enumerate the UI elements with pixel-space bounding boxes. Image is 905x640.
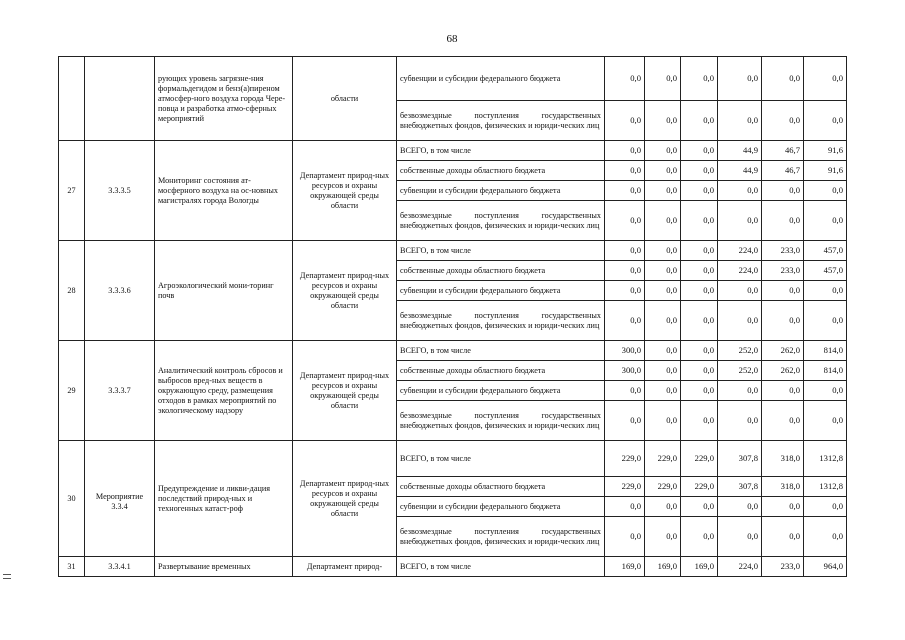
- amount-cell: 0,0: [645, 181, 681, 201]
- amount-cell: 0,0: [681, 141, 718, 161]
- amount-cell: 0,0: [718, 517, 762, 557]
- amount-cell: 0,0: [804, 497, 847, 517]
- amount-cell: 0,0: [718, 281, 762, 301]
- funding-source: субвенции и субсидии федерального бюджета: [397, 57, 605, 101]
- row-number: 28: [59, 241, 85, 341]
- amount-cell: 44,9: [718, 141, 762, 161]
- amount-cell: 0,0: [681, 181, 718, 201]
- amount-cell: 229,0: [645, 441, 681, 477]
- amount-cell: 0,0: [804, 57, 847, 101]
- amount-cell: 0,0: [645, 381, 681, 401]
- amount-cell: 0,0: [762, 401, 804, 441]
- amount-cell: 262,0: [762, 361, 804, 381]
- amount-cell: 229,0: [645, 477, 681, 497]
- amount-cell: 0,0: [645, 517, 681, 557]
- amount-cell: 0,0: [762, 381, 804, 401]
- amount-cell: 0,0: [681, 201, 718, 241]
- row-number: 27: [59, 141, 85, 241]
- amount-cell: 0,0: [681, 517, 718, 557]
- funding-source: субвенции и субсидии федерального бюджета: [397, 381, 605, 401]
- funding-source: субвенции и субсидии федерального бюджета: [397, 281, 605, 301]
- funding-source: собственные доходы областного бюджета: [397, 477, 605, 497]
- amount-cell: 0,0: [681, 381, 718, 401]
- table-row: [59, 57, 847, 101]
- row-number: 30: [59, 441, 85, 557]
- amount-cell: 0,0: [718, 57, 762, 101]
- amount-cell: 229,0: [605, 477, 645, 497]
- amount-cell: 224,0: [718, 261, 762, 281]
- amount-cell: 0,0: [804, 301, 847, 341]
- funding-source: собственные доходы областного бюджета: [397, 361, 605, 381]
- amount-cell: 0,0: [762, 517, 804, 557]
- amount-cell: 0,0: [605, 381, 645, 401]
- amount-cell: 0,0: [718, 401, 762, 441]
- amount-cell: 0,0: [718, 101, 762, 141]
- amount-cell: 0,0: [645, 341, 681, 361]
- responsible-department: Департамент природ-ных ресурсов и охраны окружающей среды области: [293, 341, 397, 441]
- amount-cell: 0,0: [681, 401, 718, 441]
- funding-source: ВСЕГО, в том числе: [397, 341, 605, 361]
- page-number: 68: [446, 33, 458, 45]
- amount-cell: 318,0: [762, 441, 804, 477]
- amount-cell: 0,0: [681, 161, 718, 181]
- amount-cell: 233,0: [762, 261, 804, 281]
- amount-cell: 0,0: [645, 301, 681, 341]
- funding-source: субвенции и субсидии федерального бюджета: [397, 181, 605, 201]
- funding-table: [58, 56, 847, 577]
- amount-cell: 0,0: [605, 201, 645, 241]
- amount-cell: 0,0: [645, 161, 681, 181]
- amount-cell: 0,0: [645, 281, 681, 301]
- amount-cell: 0,0: [605, 241, 645, 261]
- activity-name: рующих уровень загрязне-ния формальдегидом и бенз(а)пиреном атмосфер-ного воздуха города Чере-повца и разработка атмо-сферных мероприятий: [155, 57, 293, 141]
- amount-cell: 0,0: [605, 517, 645, 557]
- activity-code: [85, 57, 155, 141]
- responsible-department: Департамент природ-: [293, 557, 397, 577]
- amount-cell: 0,0: [605, 141, 645, 161]
- funding-source: ВСЕГО, в том числе: [397, 441, 605, 477]
- amount-cell: 0,0: [645, 497, 681, 517]
- amount-cell: 252,0: [718, 361, 762, 381]
- activity-name: Мониторинг состояния ат-мосферного воздуха на ос-новных магистралях города Вологды: [155, 141, 293, 241]
- activity-code: Мероприятие 3.3.4: [85, 441, 155, 557]
- amount-cell: 1312,8: [804, 441, 847, 477]
- table-row: [59, 441, 847, 477]
- funding-source: ВСЕГО, в том числе: [397, 557, 605, 577]
- amount-cell: 0,0: [718, 497, 762, 517]
- table-row: [59, 341, 847, 361]
- amount-cell: 0,0: [645, 101, 681, 141]
- amount-cell: 300,0: [605, 341, 645, 361]
- amount-cell: 0,0: [681, 341, 718, 361]
- amount-cell: 44,9: [718, 161, 762, 181]
- amount-cell: 0,0: [681, 361, 718, 381]
- amount-cell: 0,0: [804, 181, 847, 201]
- activity-code: 3.3.3.5: [85, 141, 155, 241]
- amount-cell: 0,0: [605, 261, 645, 281]
- table-row: [59, 241, 847, 261]
- responsible-department: Департамент природ-ных ресурсов и охраны окружающей среды области: [293, 141, 397, 241]
- amount-cell: 0,0: [681, 281, 718, 301]
- table-row: [59, 141, 847, 161]
- amount-cell: 0,0: [605, 57, 645, 101]
- amount-cell: 0,0: [718, 301, 762, 341]
- amount-cell: 0,0: [645, 401, 681, 441]
- amount-cell: 814,0: [804, 361, 847, 381]
- activity-name: Агроэкологический мони-торинг почв: [155, 241, 293, 341]
- amount-cell: 252,0: [718, 341, 762, 361]
- responsible-department: Департамент природ-ных ресурсов и охраны окружающей среды области: [293, 441, 397, 557]
- amount-cell: 0,0: [718, 181, 762, 201]
- row-number: [59, 57, 85, 141]
- amount-cell: 0,0: [605, 101, 645, 141]
- amount-cell: 0,0: [762, 301, 804, 341]
- amount-cell: 0,0: [605, 281, 645, 301]
- amount-cell: 0,0: [762, 201, 804, 241]
- amount-cell: 0,0: [645, 57, 681, 101]
- funding-source: безвозмездные поступления государственных внебюджетных фондов, физических и юриди-ческих лиц: [397, 301, 605, 341]
- amount-cell: 300,0: [605, 361, 645, 381]
- amount-cell: 0,0: [804, 201, 847, 241]
- funding-source: субвенции и субсидии федерального бюджета: [397, 497, 605, 517]
- amount-cell: 0,0: [681, 57, 718, 101]
- amount-cell: 0,0: [681, 301, 718, 341]
- amount-cell: 318,0: [762, 477, 804, 497]
- amount-cell: 169,0: [645, 557, 681, 577]
- amount-cell: 457,0: [804, 241, 847, 261]
- amount-cell: 0,0: [645, 241, 681, 261]
- amount-cell: 229,0: [681, 477, 718, 497]
- amount-cell: 0,0: [605, 497, 645, 517]
- amount-cell: 0,0: [762, 181, 804, 201]
- table-row: [59, 557, 847, 577]
- amount-cell: 457,0: [804, 261, 847, 281]
- amount-cell: 0,0: [681, 497, 718, 517]
- table-body: [59, 57, 847, 577]
- amount-cell: 0,0: [645, 141, 681, 161]
- amount-cell: 0,0: [804, 517, 847, 557]
- activity-code: 3.3.4.1: [85, 557, 155, 577]
- row-number: 31: [59, 557, 85, 577]
- amount-cell: 0,0: [718, 201, 762, 241]
- amount-cell: 0,0: [605, 181, 645, 201]
- funding-source: безвозмездные поступления государственных внебюджетных фондов, физических и юриди-ческих лиц: [397, 517, 605, 557]
- row-number: 29: [59, 341, 85, 441]
- amount-cell: 91,6: [804, 161, 847, 181]
- amount-cell: 233,0: [762, 557, 804, 577]
- amount-cell: 0,0: [804, 101, 847, 141]
- amount-cell: 46,7: [762, 141, 804, 161]
- amount-cell: 0,0: [605, 161, 645, 181]
- amount-cell: 0,0: [681, 241, 718, 261]
- amount-cell: 0,0: [762, 497, 804, 517]
- amount-cell: 0,0: [605, 301, 645, 341]
- funding-source: безвозмездные поступления государственных внебюджетных фондов, физических и юриди-ческих лиц: [397, 401, 605, 441]
- amount-cell: 0,0: [804, 281, 847, 301]
- amount-cell: 1312,8: [804, 477, 847, 497]
- margin-mark: [3, 574, 11, 584]
- amount-cell: 91,6: [804, 141, 847, 161]
- amount-cell: 307,8: [718, 441, 762, 477]
- amount-cell: 0,0: [645, 261, 681, 281]
- amount-cell: 0,0: [645, 201, 681, 241]
- amount-cell: 0,0: [804, 381, 847, 401]
- amount-cell: 169,0: [605, 557, 645, 577]
- amount-cell: 0,0: [762, 57, 804, 101]
- amount-cell: 0,0: [645, 361, 681, 381]
- amount-cell: 224,0: [718, 241, 762, 261]
- amount-cell: 233,0: [762, 241, 804, 261]
- activity-name: Развертывание временных: [155, 557, 293, 577]
- amount-cell: 229,0: [605, 441, 645, 477]
- amount-cell: 0,0: [762, 101, 804, 141]
- amount-cell: 307,8: [718, 477, 762, 497]
- funding-source: собственные доходы областного бюджета: [397, 161, 605, 181]
- amount-cell: 46,7: [762, 161, 804, 181]
- amount-cell: 262,0: [762, 341, 804, 361]
- funding-source: безвозмездные поступления государственных внебюджетных фондов, физических и юриди-ческих лиц: [397, 201, 605, 241]
- amount-cell: 0,0: [681, 101, 718, 141]
- funding-source: собственные доходы областного бюджета: [397, 261, 605, 281]
- amount-cell: 0,0: [804, 401, 847, 441]
- amount-cell: 224,0: [718, 557, 762, 577]
- funding-source: безвозмездные поступления государственных внебюджетных фондов, физических и юриди-ческих лиц: [397, 101, 605, 141]
- amount-cell: 0,0: [605, 401, 645, 441]
- activity-code: 3.3.3.6: [85, 241, 155, 341]
- amount-cell: 814,0: [804, 341, 847, 361]
- responsible-department: области: [293, 57, 397, 141]
- funding-source: ВСЕГО, в том числе: [397, 241, 605, 261]
- activity-code: 3.3.3.7: [85, 341, 155, 441]
- funding-source: ВСЕГО, в том числе: [397, 141, 605, 161]
- amount-cell: 229,0: [681, 441, 718, 477]
- activity-name: Предупреждение и ликви-дация последствий природ-ных и техногенных катаст-роф: [155, 441, 293, 557]
- amount-cell: 0,0: [762, 281, 804, 301]
- amount-cell: 964,0: [804, 557, 847, 577]
- amount-cell: 0,0: [718, 381, 762, 401]
- activity-name: Аналитический контроль сбросов и выбросов вред-ных веществ в окружающую среду, размещения отходов в рамках мероприятий по экологическому надзору: [155, 341, 293, 441]
- responsible-department: Департамент природ-ных ресурсов и охраны окружающей среды области: [293, 241, 397, 341]
- amount-cell: 0,0: [681, 261, 718, 281]
- amount-cell: 169,0: [681, 557, 718, 577]
